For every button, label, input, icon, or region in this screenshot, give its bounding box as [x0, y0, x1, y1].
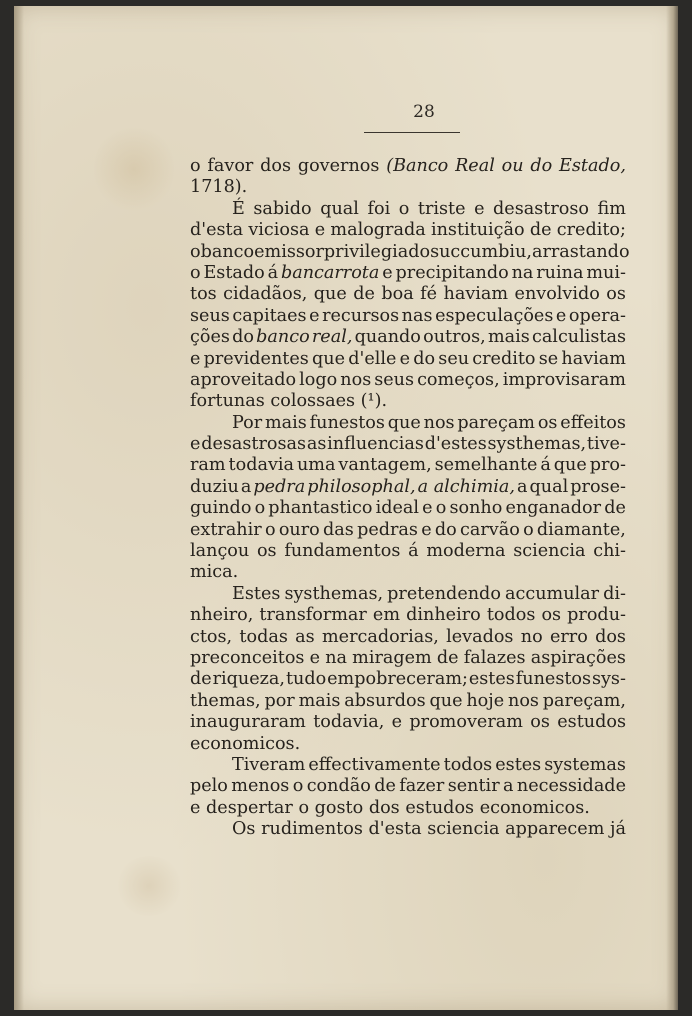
- word: e: [309, 305, 320, 326]
- word: erro: [549, 626, 588, 647]
- word: e: [422, 498, 433, 519]
- word: todavia,: [313, 712, 385, 733]
- word: fazer: [399, 776, 445, 797]
- word: das: [323, 519, 354, 540]
- word: todas: [239, 626, 288, 647]
- text-line: [190, 541, 626, 562]
- word: os: [606, 284, 626, 305]
- word: dos: [595, 626, 626, 647]
- word: nos: [423, 412, 455, 433]
- word: quando: [354, 327, 421, 348]
- word: 1718).: [190, 177, 248, 198]
- word: sentir: [447, 776, 500, 797]
- word: e: [382, 262, 393, 283]
- word: Por: [232, 412, 263, 433]
- text-line: [190, 819, 626, 840]
- word: todos: [443, 754, 493, 775]
- word: favor: [207, 156, 254, 176]
- word: (¹).: [360, 391, 388, 412]
- word: mais: [487, 327, 530, 348]
- word: carvão: [460, 519, 520, 540]
- word: o: [254, 498, 266, 519]
- word: começos,: [417, 369, 500, 390]
- word: systemas: [544, 754, 626, 775]
- word: pelo: [190, 776, 228, 797]
- word: rudimentos: [261, 819, 363, 840]
- word: tos: [190, 284, 217, 305]
- text-line: [190, 455, 626, 476]
- word: o: [398, 198, 410, 219]
- word: a: [240, 476, 252, 497]
- word: pareçam,: [542, 690, 626, 711]
- word: real,: [311, 327, 353, 348]
- word: de: [529, 220, 552, 241]
- word: banco: [256, 327, 310, 348]
- paper-stain: [114, 856, 184, 916]
- word: Estes: [232, 583, 281, 604]
- word: (Banco: [386, 156, 449, 176]
- word: fundamentos: [284, 541, 401, 562]
- word: a: [517, 476, 528, 497]
- word: pareçam: [457, 412, 535, 433]
- word: outros,: [423, 327, 486, 348]
- word: systhemas,: [284, 583, 384, 604]
- word: todos: [486, 605, 536, 626]
- word: na: [511, 262, 534, 283]
- word: seu: [438, 348, 470, 369]
- word: e: [474, 198, 485, 219]
- word: previdentes: [203, 348, 309, 369]
- text-line: [190, 712, 626, 733]
- word: É: [232, 198, 245, 219]
- word: ideal: [375, 498, 420, 519]
- word: Os: [232, 819, 256, 840]
- word: fé: [420, 284, 438, 305]
- word: e: [190, 797, 201, 818]
- text-line: [190, 241, 630, 263]
- word: calculistas: [531, 327, 626, 348]
- text-line: [190, 220, 626, 241]
- book-page: [14, 6, 678, 1010]
- word: Real: [455, 156, 495, 176]
- word: e: [421, 519, 432, 540]
- text-line: [190, 562, 626, 583]
- word: economicos.: [190, 733, 301, 754]
- word: haviam: [443, 284, 509, 305]
- word: e: [190, 348, 201, 369]
- word: d'esta: [190, 220, 244, 241]
- word: foi: [367, 198, 391, 219]
- word: philosophal,: [307, 476, 416, 497]
- word: governos: [297, 156, 380, 176]
- word: credito;: [556, 220, 626, 241]
- word: dos: [368, 797, 400, 818]
- word: condão: [306, 776, 371, 797]
- word: effectivamente: [308, 754, 441, 775]
- word: e: [314, 220, 326, 241]
- word: menos: [231, 776, 290, 797]
- word: succumbiu,: [430, 241, 532, 262]
- word: bancarrota: [280, 262, 380, 283]
- word: aproveitado: [190, 369, 297, 390]
- word: nos: [507, 690, 539, 711]
- word: que: [429, 690, 463, 711]
- word: promoveram: [409, 712, 523, 733]
- word: o: [190, 156, 201, 176]
- word: envolvido: [514, 284, 600, 305]
- word: e: [309, 647, 321, 668]
- word: o: [190, 241, 201, 262]
- word: os: [530, 712, 550, 733]
- word: arrastando: [531, 241, 630, 262]
- word: vantagem,: [338, 455, 432, 476]
- word: systhemas,: [487, 434, 587, 455]
- word: de: [436, 647, 459, 668]
- word: boa: [381, 284, 414, 305]
- word: pedras: [357, 519, 418, 540]
- word: seus: [190, 305, 230, 326]
- word: as: [295, 626, 315, 647]
- word: de: [353, 284, 375, 305]
- word: á: [540, 455, 551, 476]
- word: influencias: [327, 434, 424, 455]
- text-line: [190, 156, 626, 177]
- text-line: [190, 263, 626, 284]
- word: empobreceram;: [327, 669, 468, 690]
- word: d'estes: [424, 434, 487, 455]
- text-line: [190, 520, 626, 541]
- word: nheiro,: [190, 605, 254, 626]
- word: ram: [190, 455, 226, 476]
- text-line: [190, 413, 626, 434]
- word: de: [374, 776, 396, 797]
- word: do: [232, 327, 254, 348]
- word: opera-: [568, 305, 626, 326]
- word: inauguraram: [190, 712, 306, 733]
- word: pro-: [589, 455, 626, 476]
- word: pretendendo: [387, 583, 501, 604]
- word: effeitos: [560, 412, 626, 433]
- word: enganador: [505, 498, 602, 519]
- word: instituição: [430, 220, 525, 241]
- word: desastrosas: [201, 434, 307, 455]
- text-line: [190, 370, 626, 391]
- word: funestos: [515, 669, 592, 690]
- word: levados: [446, 626, 514, 647]
- text-line: [190, 477, 626, 498]
- word: despertar: [206, 797, 293, 818]
- text-line: [190, 498, 626, 519]
- word: na: [325, 647, 348, 668]
- word: o: [190, 262, 201, 283]
- word: funestos: [309, 412, 385, 433]
- word: a alchimia,: [417, 476, 516, 497]
- word: mui-: [586, 262, 626, 283]
- word: di-: [603, 583, 626, 604]
- word: chi-: [593, 541, 626, 562]
- word: economicos.: [479, 797, 590, 818]
- word: tive-: [586, 434, 626, 455]
- text-line: [190, 177, 626, 198]
- word: dinheiro: [406, 605, 481, 626]
- text-line: [190, 199, 626, 220]
- word: hoje: [466, 690, 505, 711]
- text-line: [190, 627, 626, 648]
- word: e: [399, 348, 411, 369]
- word: phantastico: [268, 498, 373, 519]
- word: fortunas: [190, 391, 265, 412]
- word: pedra: [253, 476, 306, 497]
- word: nos: [340, 369, 372, 390]
- word: colossaes: [270, 391, 356, 412]
- word: que: [553, 455, 587, 476]
- word: e: [391, 712, 403, 733]
- word: ruina: [536, 262, 584, 283]
- word: banco: [200, 241, 255, 262]
- word: qual: [320, 198, 359, 219]
- word: especulações: [435, 305, 554, 326]
- word: triste: [417, 198, 466, 219]
- page-number: 28: [413, 102, 435, 122]
- word: seus: [374, 369, 415, 390]
- word: semelhante: [434, 455, 538, 476]
- word: a: [502, 776, 514, 797]
- word: estes: [495, 754, 542, 775]
- word: aspirações: [530, 647, 626, 668]
- word: credito: [472, 348, 536, 369]
- text-line: [190, 391, 626, 412]
- word: e: [190, 434, 201, 455]
- word: em: [372, 605, 401, 626]
- text-line: [190, 349, 626, 370]
- word: guindo: [190, 498, 252, 519]
- text-line: [190, 755, 626, 776]
- word: á: [408, 541, 419, 562]
- word: os: [541, 605, 562, 626]
- word: extrahir: [190, 519, 262, 540]
- word: diamante,: [536, 519, 626, 540]
- text-line: [190, 648, 626, 669]
- word: do: [434, 519, 457, 540]
- text-line: [190, 434, 626, 455]
- page-edge: [14, 6, 24, 1010]
- word: por: [264, 690, 295, 711]
- text-line: [190, 691, 626, 712]
- word: ouro: [278, 519, 320, 540]
- word: cidadãos,: [223, 284, 308, 305]
- word: logo: [299, 369, 338, 390]
- word: tudo: [285, 669, 327, 690]
- word: ções: [190, 327, 230, 348]
- word: transformar: [259, 605, 367, 626]
- word: precipitando: [395, 262, 509, 283]
- word: ou: [501, 156, 524, 176]
- word: todavia: [228, 455, 295, 476]
- paper-stain: [94, 124, 174, 214]
- word: viciosa: [248, 220, 310, 241]
- word: sabido: [253, 198, 312, 219]
- word: improvisaram: [502, 369, 626, 390]
- word: que: [313, 284, 347, 305]
- text-line: [190, 734, 626, 755]
- word: prose-: [570, 476, 626, 497]
- book-spine: [666, 6, 678, 1010]
- word: mica.: [190, 562, 239, 583]
- word: mais: [298, 690, 341, 711]
- word: ctos,: [190, 626, 233, 647]
- word: emissor: [254, 241, 324, 262]
- word: o: [523, 519, 534, 540]
- word: recursos: [322, 305, 400, 326]
- word: dos: [260, 156, 292, 176]
- word: uma: [296, 455, 336, 476]
- word: capitaes: [232, 305, 307, 326]
- word: fim: [597, 198, 626, 219]
- word: do: [413, 348, 436, 369]
- word: falazes: [463, 647, 526, 668]
- word: miragem: [352, 647, 432, 668]
- word: estes: [468, 669, 515, 690]
- word: preconceitos: [190, 647, 305, 668]
- word: privilegiado: [323, 241, 431, 262]
- text-line: [190, 306, 626, 327]
- word: desastroso: [493, 198, 589, 219]
- word: o: [435, 498, 447, 519]
- text-line: [190, 327, 626, 348]
- word: haviam: [561, 348, 626, 369]
- word: apparecem: [505, 819, 605, 840]
- word: Estado,: [559, 156, 626, 176]
- text-line: [190, 584, 626, 605]
- word: o: [292, 776, 304, 797]
- word: gosto: [314, 797, 364, 818]
- word: que: [387, 412, 421, 433]
- word: estudos: [405, 797, 475, 818]
- word: themas,: [190, 690, 261, 711]
- word: necessidade: [516, 776, 626, 797]
- word: as: [306, 434, 327, 455]
- word: Estado: [203, 262, 265, 283]
- word: os: [537, 412, 558, 433]
- word: d'elle: [348, 348, 397, 369]
- word: sciencia: [513, 541, 586, 562]
- word: accumular: [505, 583, 600, 604]
- word: produ-: [567, 605, 626, 626]
- word: estudos: [557, 712, 626, 733]
- text-line: [190, 776, 626, 797]
- word: e: [555, 305, 567, 326]
- word: qual: [529, 476, 569, 497]
- word: o: [264, 519, 276, 540]
- word: duziu: [190, 476, 239, 497]
- word: absurdos: [344, 690, 426, 711]
- header-rule: [364, 132, 460, 133]
- word: de: [190, 669, 212, 690]
- word: que: [312, 348, 346, 369]
- word: mercadorias,: [321, 626, 439, 647]
- word: no: [520, 626, 543, 647]
- word: moderna: [426, 541, 506, 562]
- word: Tiveram: [232, 754, 306, 775]
- word: malograda: [330, 220, 426, 241]
- word: á: [267, 262, 279, 283]
- word: o: [298, 797, 310, 818]
- word: sonho: [449, 498, 503, 519]
- word: d'esta: [368, 819, 422, 840]
- word: do: [530, 156, 553, 176]
- word: sys-: [591, 669, 626, 690]
- word: de: [604, 498, 626, 519]
- word: mais: [264, 412, 307, 433]
- word: sciencia: [427, 819, 500, 840]
- word: lançou: [190, 541, 250, 562]
- text-line: [190, 605, 626, 626]
- word: nas: [401, 305, 433, 326]
- body-text: [190, 156, 630, 841]
- word: já: [610, 819, 626, 840]
- text-line: [190, 798, 626, 819]
- word: se: [538, 348, 559, 369]
- word: os: [256, 541, 277, 562]
- text-line: [190, 669, 626, 690]
- word: riqueza,: [212, 669, 286, 690]
- text-line: [190, 284, 626, 305]
